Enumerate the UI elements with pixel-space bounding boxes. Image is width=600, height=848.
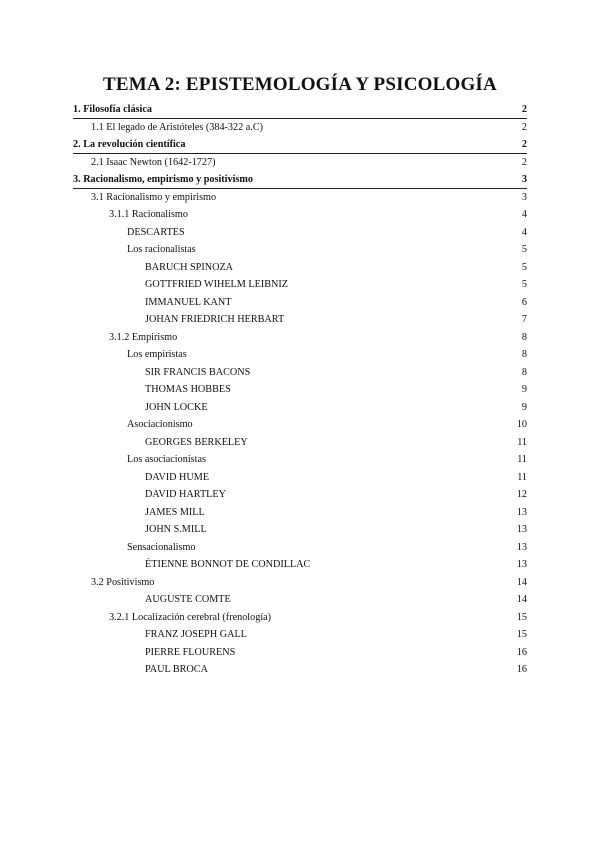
toc-entry-page-number: 8	[521, 349, 527, 360]
toc-entry-label: 3.2 Positivismo	[91, 576, 155, 588]
toc-entry-label: GOTTFRIED WIHELM LEIBNIZ	[145, 279, 288, 290]
toc-entry-page-number: 11	[517, 471, 527, 483]
toc-entry[interactable]	[73, 241, 527, 259]
toc-entry[interactable]	[73, 294, 527, 312]
toc-entry-label: IMMANUEL KANT	[145, 296, 232, 308]
toc-entry[interactable]	[73, 329, 527, 347]
toc-entry-page-number: 11	[517, 454, 527, 465]
toc-entry-label: FRANZ JOSEPH GALL	[145, 629, 247, 640]
toc-entry-page-number: 2	[521, 139, 527, 150]
toc-entry[interactable]	[73, 504, 527, 522]
toc-entry-label: 3.2.1 Localización cerebral (frenología)	[109, 611, 272, 623]
toc-entry-label: DAVID HARTLEY	[145, 489, 226, 500]
toc-entry[interactable]	[73, 574, 527, 592]
toc-entry-page-number: 3	[521, 174, 527, 185]
toc-entry[interactable]	[73, 154, 527, 172]
toc-entry-page-number: 8	[521, 331, 527, 343]
toc-entry-label: DESCARTES	[127, 226, 185, 238]
toc-entry-label: 2. La revolución científica	[73, 139, 186, 150]
toc-entry[interactable]	[73, 364, 527, 382]
toc-entry-page-number: 5	[521, 279, 527, 290]
toc-entry-page-number: 15	[516, 611, 527, 623]
toc-entry-label: 3.1.2 Empirismo	[109, 331, 178, 343]
toc-entry-label: 3.1.1 Racionalismo	[109, 209, 188, 220]
toc-entry-label: Los racionalistas	[127, 244, 196, 255]
toc-entry[interactable]	[73, 644, 527, 662]
toc-entry-label: 3.1 Racionalismo y empirismo	[91, 191, 217, 203]
toc-entry[interactable]	[73, 399, 527, 417]
toc-entry[interactable]	[73, 206, 527, 224]
toc-entry-page-number: 15	[516, 629, 527, 640]
toc-entry-page-number: 16	[516, 664, 527, 675]
toc-entry-label: PIERRE FLOURENS	[145, 646, 236, 658]
toc-entry[interactable]	[73, 276, 527, 294]
toc-entry-page-number: 5	[521, 244, 527, 255]
toc-entry[interactable]	[73, 136, 527, 154]
toc-entry-label: JOHN LOCKE	[145, 401, 208, 413]
toc-entry-page-number: 13	[516, 506, 527, 518]
table-of-contents	[73, 101, 527, 679]
toc-entry-label: JOHAN FRIEDRICH HERBART	[145, 314, 285, 325]
toc-entry-page-number: 7	[521, 314, 527, 325]
toc-entry-label: Sensacionalismo	[127, 541, 196, 553]
toc-entry-page-number: 3	[521, 191, 527, 203]
toc-entry-page-number: 6	[521, 296, 527, 308]
toc-entry[interactable]	[73, 434, 527, 452]
toc-entry-page-number: 2	[521, 156, 527, 168]
toc-entry[interactable]	[73, 101, 527, 119]
toc-entry-label: AUGUSTE COMTE	[145, 594, 231, 605]
toc-entry-page-number: 10	[516, 419, 527, 430]
toc-entry-label: Los empiristas	[127, 349, 187, 360]
toc-entry-label: Los asociacionistas	[127, 454, 206, 465]
toc-entry[interactable]	[73, 224, 527, 242]
toc-entry-label: 1.1 El legado de Aristóteles (384-322 a.C)	[91, 121, 264, 133]
toc-entry-label: PAUL BROCA	[145, 664, 208, 675]
toc-entry[interactable]	[73, 591, 527, 609]
toc-entry[interactable]	[73, 416, 527, 434]
toc-entry-page-number: 2	[521, 121, 527, 133]
toc-entry-label: Asociacionismo	[127, 419, 193, 430]
toc-entry-page-number: 13	[516, 524, 527, 535]
toc-entry-label: JOHN S.MILL	[145, 524, 207, 535]
toc-entry-label: SIR FRANCIS BACONS	[145, 366, 251, 378]
toc-entry[interactable]	[73, 259, 527, 277]
toc-entry-page-number: 14	[516, 576, 527, 588]
toc-entry-page-number: 14	[516, 594, 527, 605]
toc-entry-label: DAVID HUME	[145, 471, 210, 483]
toc-entry-page-number: 5	[521, 261, 527, 273]
toc-entry[interactable]	[73, 661, 527, 679]
toc-entry-label: ÉTIENNE BONNOT DE CONDILLAC	[145, 559, 311, 570]
toc-entry-page-number: 16	[516, 646, 527, 658]
toc-entry[interactable]	[73, 626, 527, 644]
toc-entry-label: THOMAS HOBBES	[145, 384, 231, 395]
document-title: TEMA 2: EPISTEMOLOGÍA Y PSICOLOGÍA	[103, 74, 497, 95]
toc-entry[interactable]	[73, 521, 527, 539]
toc-entry-page-number: 4	[521, 226, 527, 238]
toc-entry[interactable]	[73, 189, 527, 207]
toc-entry-page-number: 4	[521, 209, 527, 220]
toc-entry-page-number: 13	[516, 541, 527, 553]
toc-entry-label: 2.1 Isaac Newton (1642-1727)	[91, 156, 216, 168]
toc-entry[interactable]	[73, 346, 527, 364]
toc-entry-page-number: 9	[521, 384, 527, 395]
toc-entry[interactable]	[73, 486, 527, 504]
toc-entry-page-number: 13	[516, 559, 527, 570]
toc-entry-label: GEORGES BERKELEY	[145, 436, 248, 448]
toc-entry[interactable]	[73, 171, 527, 189]
toc-entry[interactable]	[73, 311, 527, 329]
toc-entry[interactable]	[73, 451, 527, 469]
toc-entry-page-number: 2	[521, 104, 527, 115]
toc-entry-page-number: 8	[521, 366, 527, 378]
toc-entry[interactable]	[73, 119, 527, 137]
toc-entry[interactable]	[73, 609, 527, 627]
toc-entry-label: 1. Filosofía clásica	[73, 104, 152, 115]
toc-entry-label: BARUCH SPINOZA	[145, 261, 234, 273]
toc-entry-page-number: 12	[516, 489, 527, 500]
toc-entry-label: 3. Racionalismo, empirismo y positivismo	[73, 174, 253, 185]
toc-entry[interactable]	[73, 469, 527, 487]
toc-entry[interactable]	[73, 381, 527, 399]
toc-entry-page-number: 11	[517, 436, 527, 448]
toc-entry-page-number: 9	[521, 401, 527, 413]
toc-entry[interactable]	[73, 556, 527, 574]
toc-entry-label: JAMES MILL	[145, 506, 205, 518]
toc-entry[interactable]	[73, 539, 527, 557]
